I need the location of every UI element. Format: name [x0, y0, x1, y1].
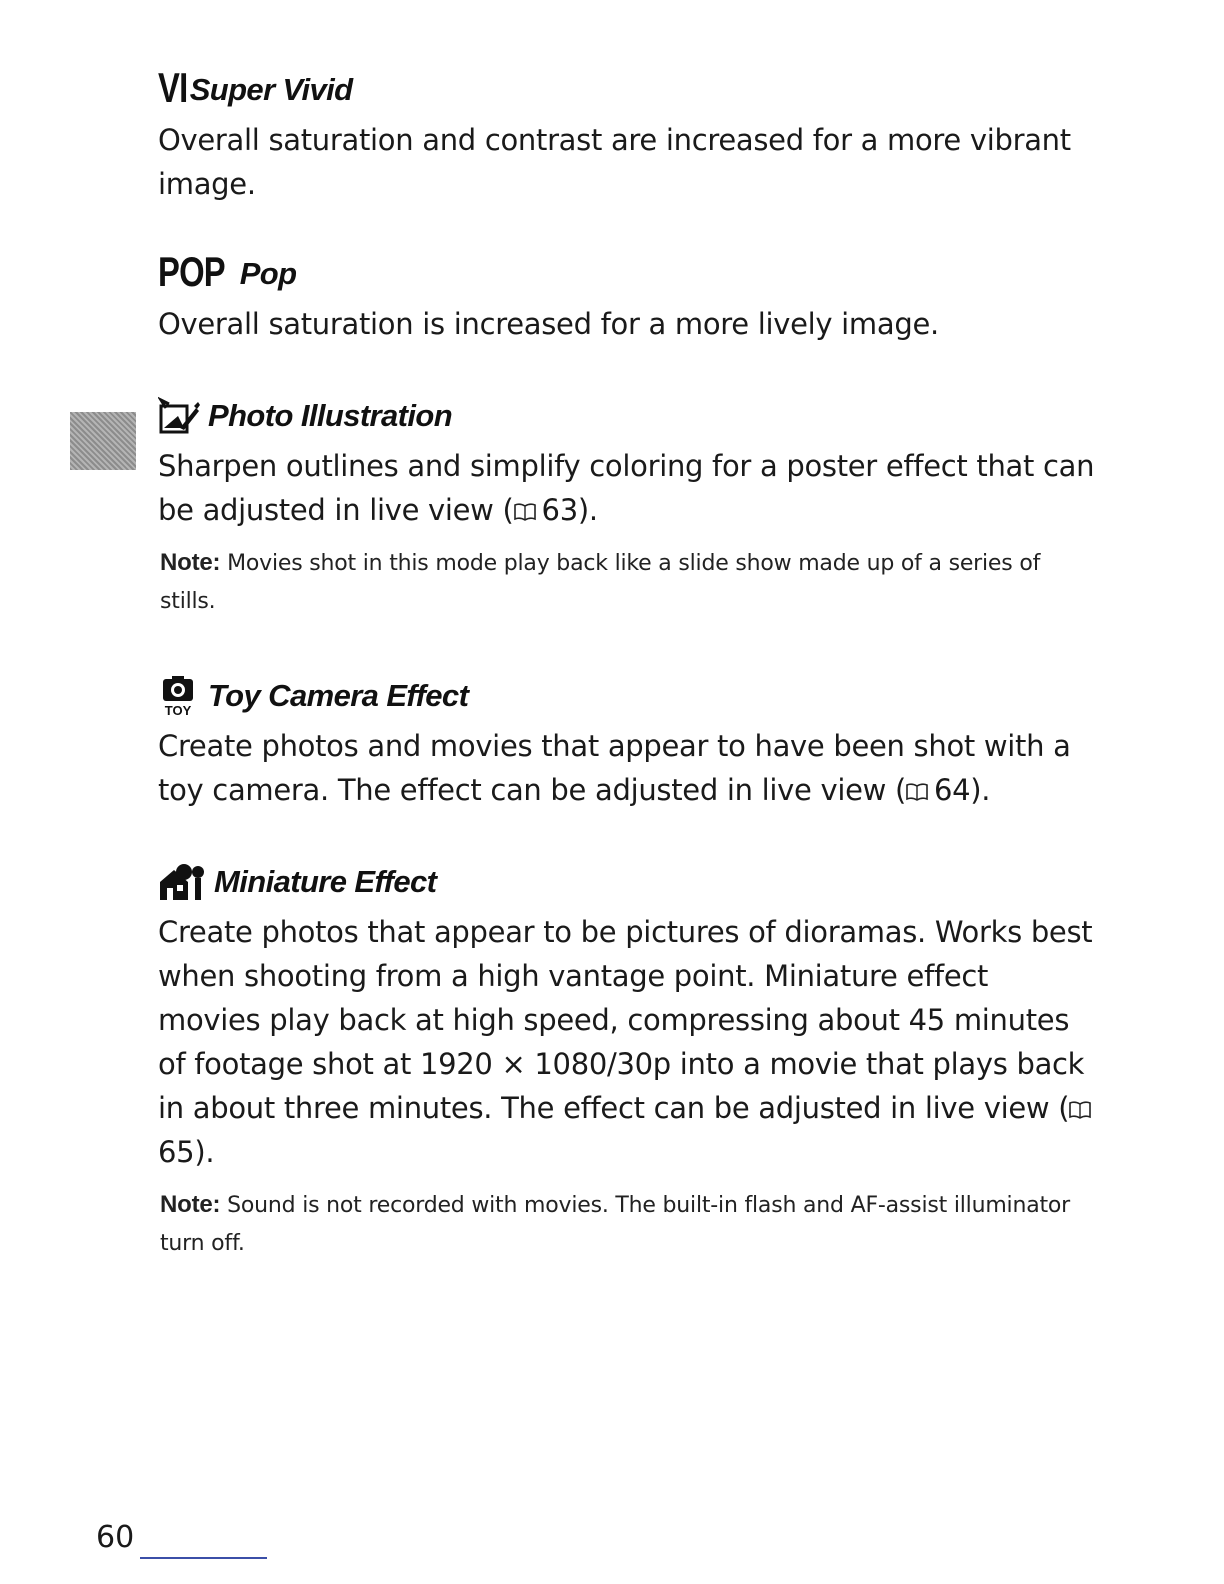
heading-title: Miniature Effect [214, 864, 437, 899]
toy-camera-icon [158, 676, 200, 716]
note-label: Note: [160, 549, 221, 576]
note-text: Movies shot in this mode play back like a slide show made up of a series of stills. [160, 551, 1041, 614]
heading-title: Super Vivid [189, 72, 353, 107]
chapter-tab-marker [70, 412, 136, 470]
section-heading [158, 384, 1098, 436]
section-description: Overall saturation is increased for a more lively image. [158, 307, 939, 341]
heading-title: Photo Illustration [208, 398, 453, 433]
section-description [158, 724, 1098, 812]
mode-code-pop: POP [158, 248, 225, 295]
reference-page: 63 [541, 493, 578, 527]
reference-page: 65 [158, 1135, 195, 1169]
section-heading [158, 850, 1098, 902]
book-reference-icon [906, 769, 928, 787]
mode-code-vi: VI [158, 64, 188, 111]
page-number: 60 [96, 1520, 135, 1555]
page-number-rule [140, 1557, 267, 1559]
heading-title: Toy Camera Effect [208, 678, 469, 713]
description-text: Create photos that appear to be pictures of dioramas. Works best when shooting from a high vantage point. Miniature effect movies play back at high speed, compressing about 45 minutes of footage shot at 1920 × 1080/30p into a movie that plays back in about three minutes. The effect can be adjusted in live view ( [158, 915, 1093, 1125]
miniature-effect-icon [158, 862, 206, 902]
section-miniature-effect [158, 850, 1098, 1263]
section-description [158, 910, 1098, 1174]
book-reference-icon [1069, 1087, 1091, 1105]
section-description: Overall saturation and contrast are increased for a more vibrant image. [158, 123, 1071, 201]
description-text-end: ). [577, 493, 598, 527]
section-heading [158, 58, 1098, 110]
note-text: Sound is not recorded with movies. The built-in flash and AF-assist illuminator turn off. [160, 1193, 1071, 1256]
section-heading [158, 242, 1098, 294]
section-description [158, 444, 1098, 532]
section-note [160, 544, 1098, 621]
section-note [160, 1186, 1098, 1263]
section-toy-camera [158, 664, 1098, 812]
section-photo-illustration [158, 384, 1098, 621]
photo-illustration-icon [158, 396, 200, 436]
description-text: Sharpen outlines and simplify coloring for a poster effect that can be adjusted in live view ( [158, 449, 1095, 527]
section-heading [158, 664, 1098, 716]
heading-title: Pop [239, 256, 297, 291]
description-text-end: ). [970, 773, 991, 807]
section-super-vivid [158, 58, 1098, 206]
book-reference-icon [514, 489, 536, 507]
section-pop [158, 242, 1098, 346]
description-text-end: ). [194, 1135, 215, 1169]
reference-page: 64 [933, 773, 971, 807]
toy-icon-label: TOY [164, 703, 192, 716]
description-text: Create photos and movies that appear to have been shot with a toy camera. The effect can be adjusted in live view ( [158, 729, 1071, 807]
note-label: Note: [160, 1191, 221, 1218]
